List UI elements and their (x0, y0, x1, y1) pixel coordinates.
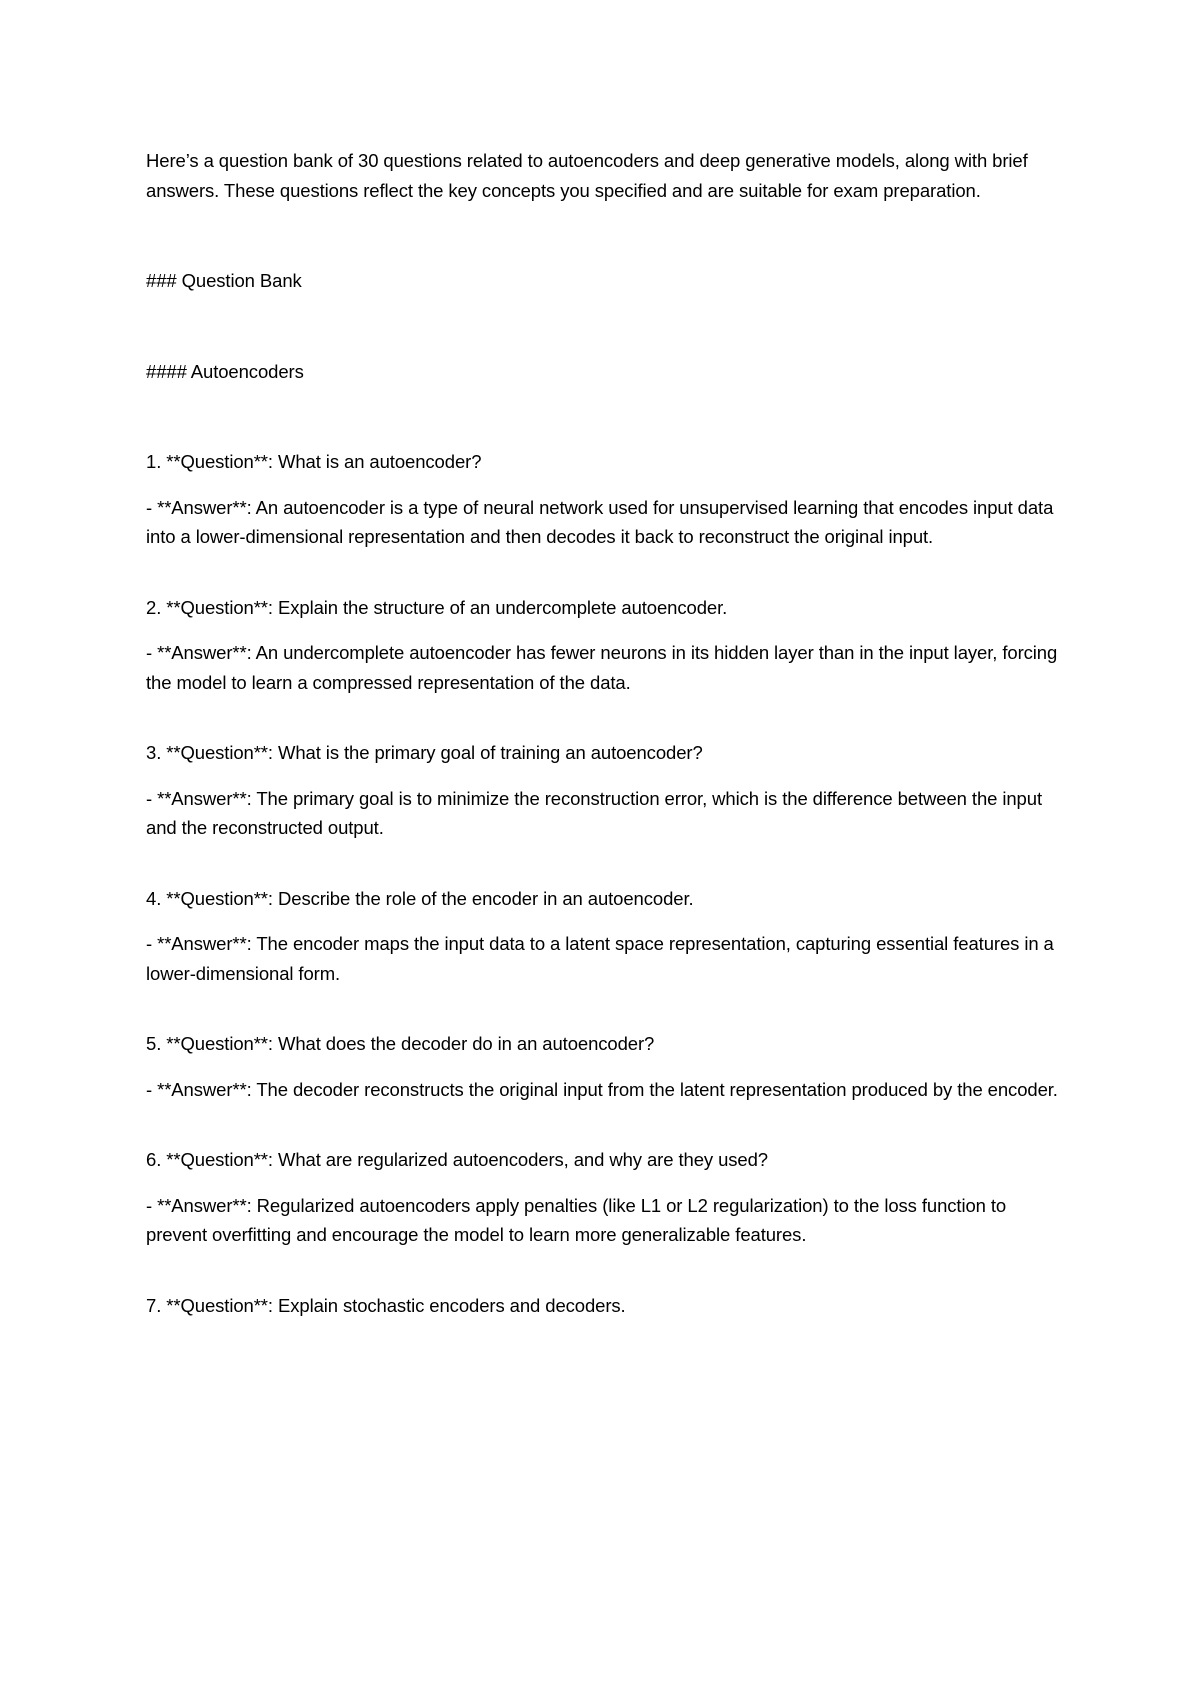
question-text: 7. **Question**: Explain stochastic encoders and decoders. (146, 1294, 626, 1316)
question-bank-heading: ### Question Bank (146, 270, 302, 291)
question-text: 6. **Question**: What are regularized autoencoders, and why are they used? (146, 1149, 768, 1170)
document-body (146, 146, 1071, 1361)
question-text: 5. **Question**: What does the decoder do in an autoencoder? (146, 1033, 655, 1054)
qa-item-7 (146, 1291, 1071, 1321)
intro-paragraph: Here’s a question bank of 30 questions related to autoencoders and deep generative models, along with brief answers. These questions reflect the key concepts you specified and are suitable for exam preparation. (146, 150, 1028, 201)
question-text: 1. **Question**: What is an autoencoder? (146, 451, 482, 472)
answer-text: - **Answer**: Regularized autoencoders apply penalties (like L1 or L2 regularization) to the loss function to prevent overfitting and encourage the model to learn more generalizable features. (146, 1194, 1007, 1245)
question-text: 3. **Question**: What is the primary goal of training an autoencoder? (146, 742, 703, 763)
answer-text: - **Answer**: An undercomplete autoencoder has fewer neurons in its hidden layer than in the input layer, forcing the model to learn a compressed representation of the data. (146, 642, 1058, 693)
qa-item-5 (146, 1029, 1071, 1104)
qa-item-3 (146, 738, 1071, 843)
question-text: 2. **Question**: Explain the structure of an undercomplete autoencoder. (146, 596, 728, 618)
qa-item-6 (146, 1145, 1071, 1250)
question-text: 4. **Question**: Describe the role of the encoder in an autoencoder. (146, 887, 694, 909)
qa-item-1 (146, 447, 1071, 552)
autoencoders-heading: #### Autoencoders (146, 360, 304, 382)
answer-text: - **Answer**: The decoder reconstructs the original input from the latent representation produced by the encoder. (146, 1078, 1058, 1100)
answer-text: - **Answer**: An autoencoder is a type of neural network used for unsupervised learning that encodes input data into a lower-dimensional representation and then decodes it back to reconstruct the original input. (146, 496, 1054, 547)
answer-text: - **Answer**: The encoder maps the input data to a latent space representation, capturing essential features in a lower-dimensional form. (146, 933, 1054, 984)
qa-item-4 (146, 884, 1071, 989)
answer-text: - **Answer**: The primary goal is to minimize the reconstruction error, which is the difference between the input and the reconstructed output. (146, 787, 1042, 838)
qa-item-2 (146, 593, 1071, 698)
